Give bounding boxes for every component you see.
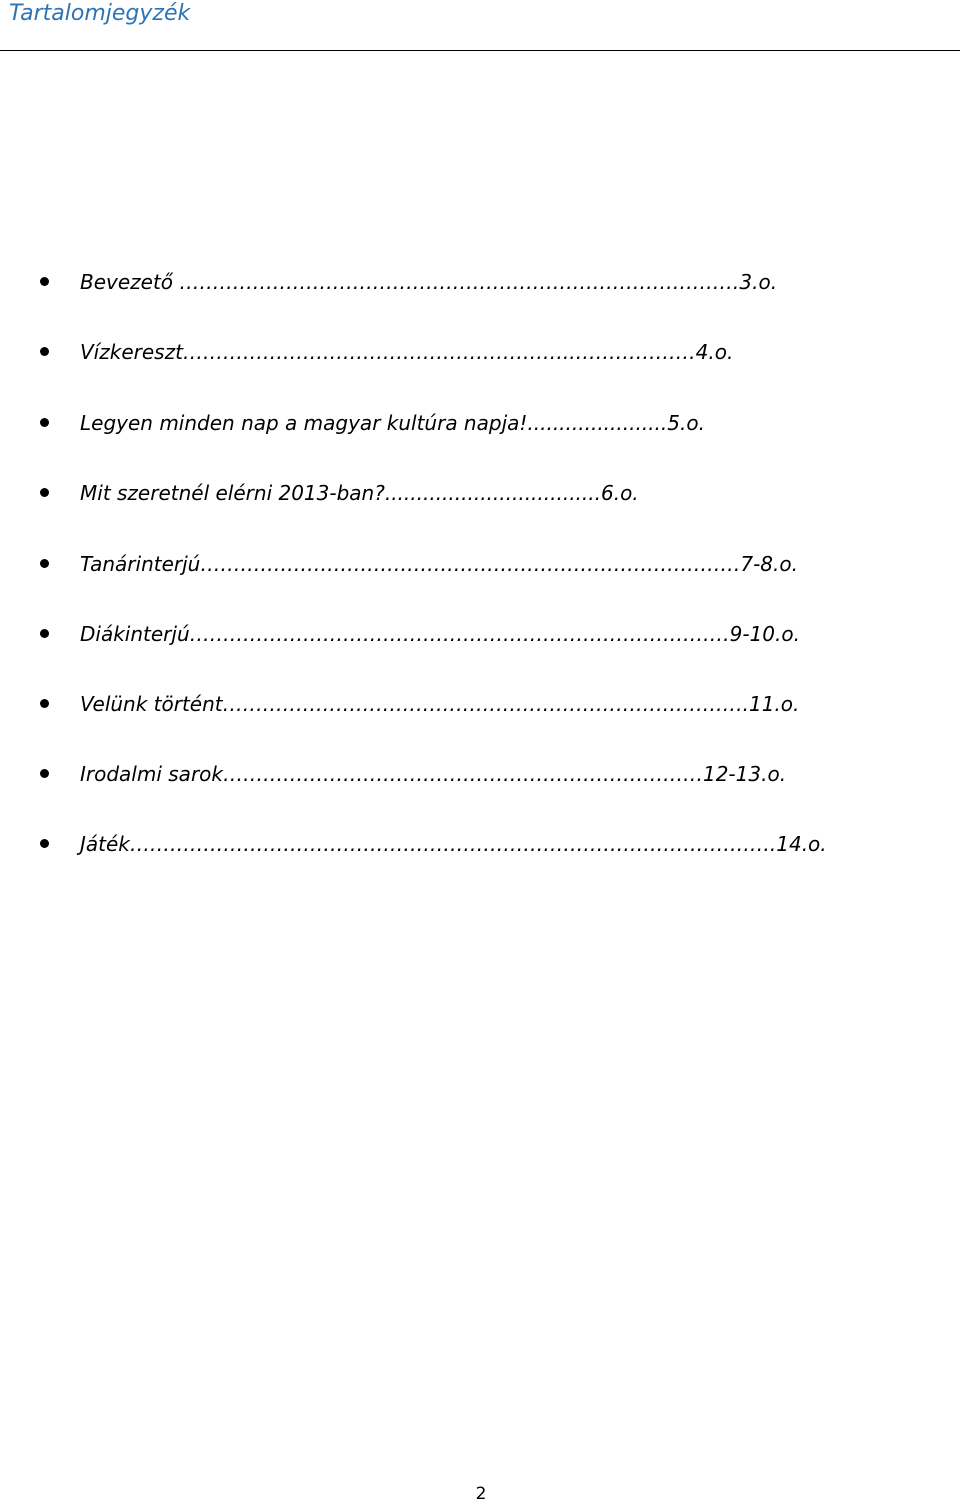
bullet-icon [40,347,49,356]
bullet-icon [40,769,49,778]
bullet-icon [40,699,49,708]
toc-entry-text: Tanárinterjú………………………………………………………………………7-8.o. [80,552,798,576]
toc-entry-text: Mit szeretnél elérni 2013-ban?..................................6.o. [80,481,639,505]
toc-entry-tanarinterju [0,546,960,582]
toc-entry-text: Diákinterjú………………………………………………………………………9-10.o. [80,622,800,646]
bullet-icon [40,418,49,427]
toc-entry-text: Velünk történt…………………………………………………………………….11.o. [80,692,800,716]
toc-entry-text: Legyen minden nap a magyar kultúra napja!......................5.o. [80,411,705,435]
bullet-icon [40,488,49,497]
bullet-icon [40,629,49,638]
page-number: 2 [475,1484,487,1504]
page-title: Tartalomjegyzék [9,1,191,26]
bullet-icon [40,277,49,286]
bullet-icon [40,559,49,568]
toc-entry-text: Bevezető …………………………………………………………………………3.o. [80,270,778,294]
toc-entry-velunk-tortent [0,686,960,722]
toc-entry-bevezeto [0,264,960,300]
bullet-icon [40,839,49,848]
heading-divider [0,50,960,51]
toc-entry-text: Vízkereszt…………………………………………………..………………4.o. [80,340,734,364]
toc-entry-2013 [0,475,960,511]
toc-entry-vizkereszt [0,334,960,370]
toc-entry-magyar-kultura [0,405,960,441]
toc-entry-jatek [0,826,960,862]
toc-entry-diakinterju [0,616,960,652]
toc-entry-irodalmi-sarok [0,756,960,792]
toc-entry-text: Játék…………………………………………………………………………………….14.o. [80,832,827,856]
toc-entry-text: Irodalmi sarok………………………………………………………………12-13.o. [80,762,787,786]
